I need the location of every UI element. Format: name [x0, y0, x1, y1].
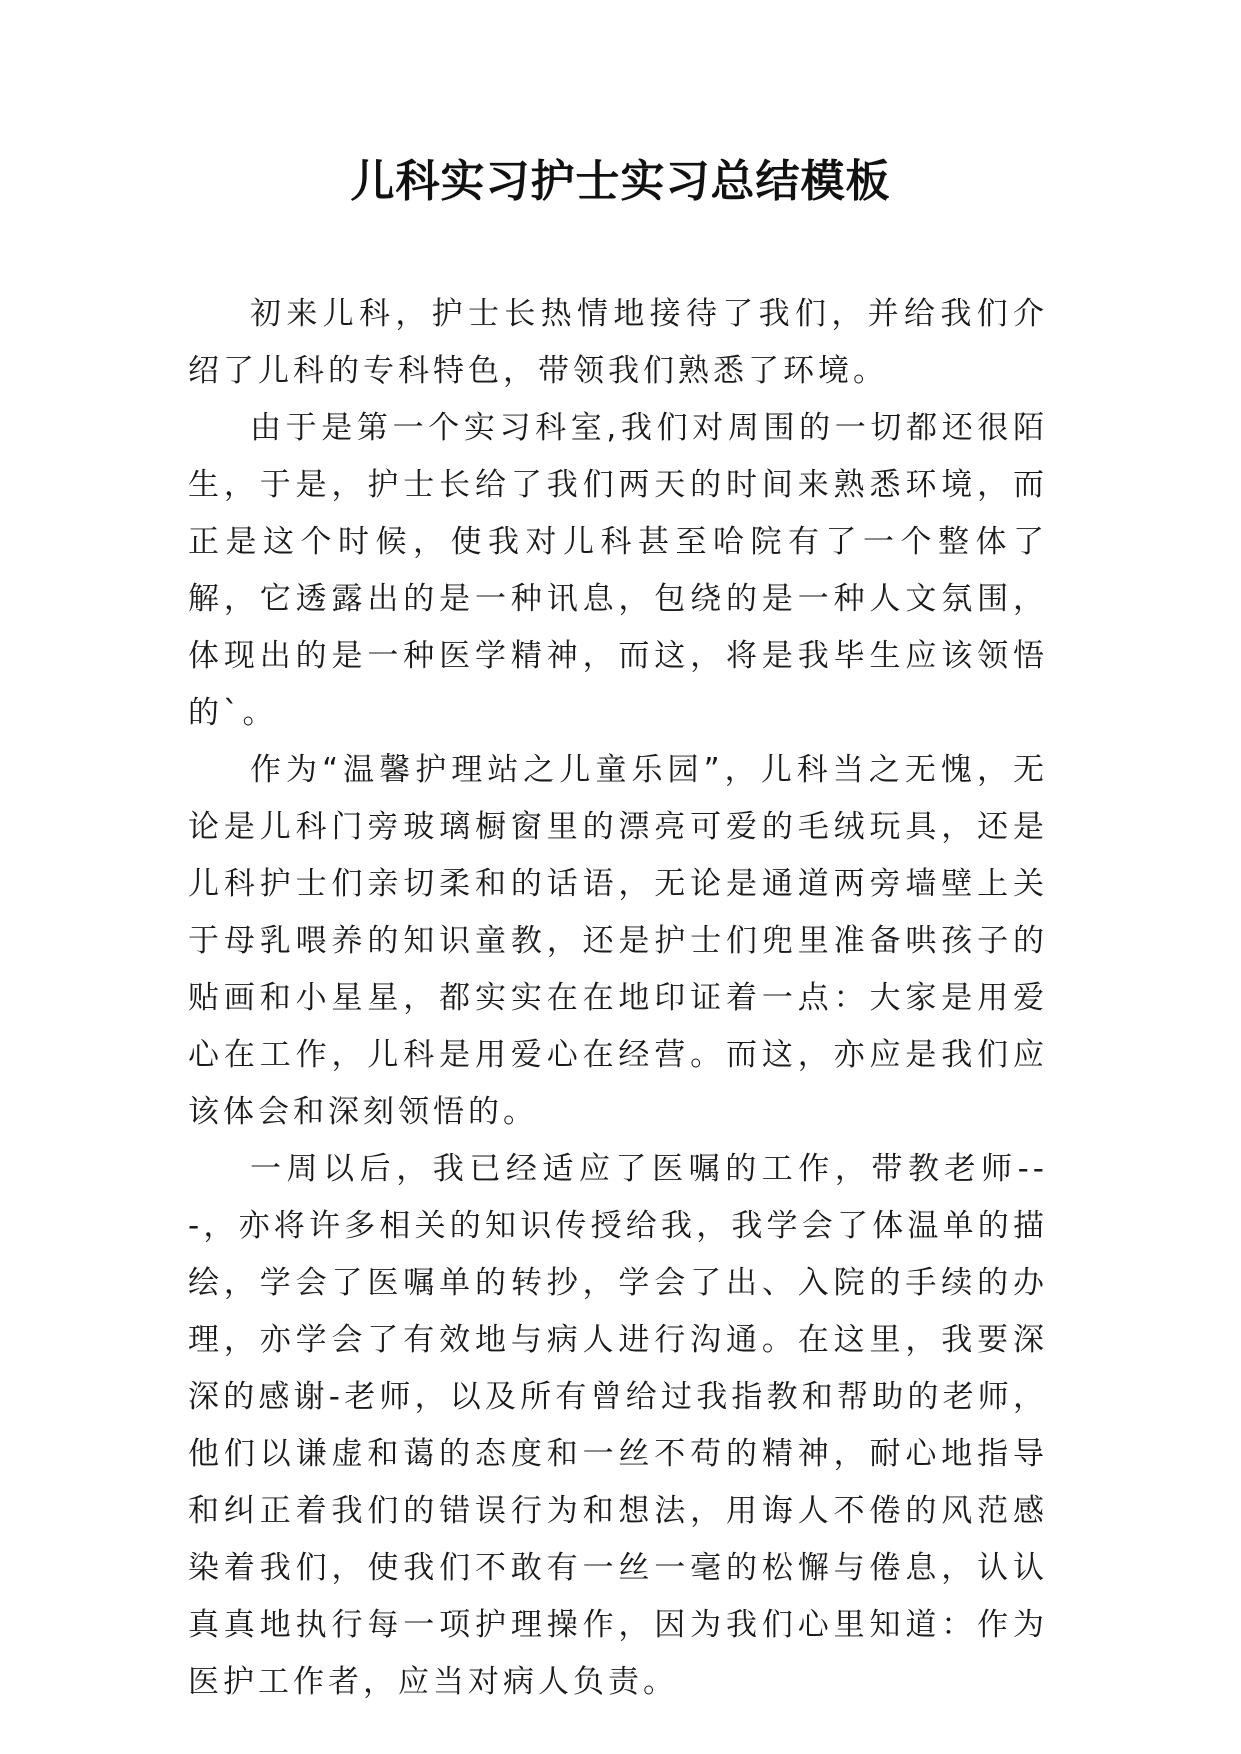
paragraph: 作为“温馨护理站之儿童乐园”，儿科当之无愧，无论是儿科门旁玻璃橱窗里的漂亮可爱的毛绒玩具，还是儿科护士们亲切柔和的话语，无论是通道两旁墙壁上关于母乳喂养的知识童教，还是护士们兜里准备哄孩子的贴画和小星星，都实实在在地印证着一点：大家是用爱心在工作，儿科是用爱心在经营。而这，亦应是我们应该体会和深刻领悟的。 [188, 752, 1048, 1130]
document-title: 儿科实习护士实习总结模板 [350, 156, 891, 207]
document-body [188, 286, 1048, 1711]
paragraph: 由于是第一个实习科室,我们对周围的一切都还很陌生，于是，护士长给了我们两天的时间来熟悉环境，而正是这个时候，使我对儿科甚至哈院有了一个整体了解，它透露出的是一种讯息，包绕的是一种人文氛围，体现出的是一种医学精神，而这，将是我毕生应该领悟的`。 [188, 410, 1048, 731]
paragraph: 一周以后，我已经适应了医嘱的工作，带教老师---，亦将许多相关的知识传授给我，我学会了体温单的描绘，学会了医嘱单的转抄，学会了出、入院的手续的办理，亦学会了有效地与病人进行沟通。在这里，我要深深的感谢-老师，以及所有曾给过我指教和帮助的老师，他们以谦虚和蔼的态度和一丝不苟的精神，耐心地指导和纠正着我们的错误行为和想法，用诲人不倦的风范感染着我们，使我们不敢有一丝一毫的松懈与倦息，认认真真地执行每一项护理操作，因为我们心里知道：作为医护工作者，应当对病人负责。 [188, 1151, 1048, 1700]
paragraph: 初来儿科，护士长热情地接待了我们，并给我们介绍了儿科的专科特色，带领我们熟悉了环境。 [188, 296, 1048, 389]
